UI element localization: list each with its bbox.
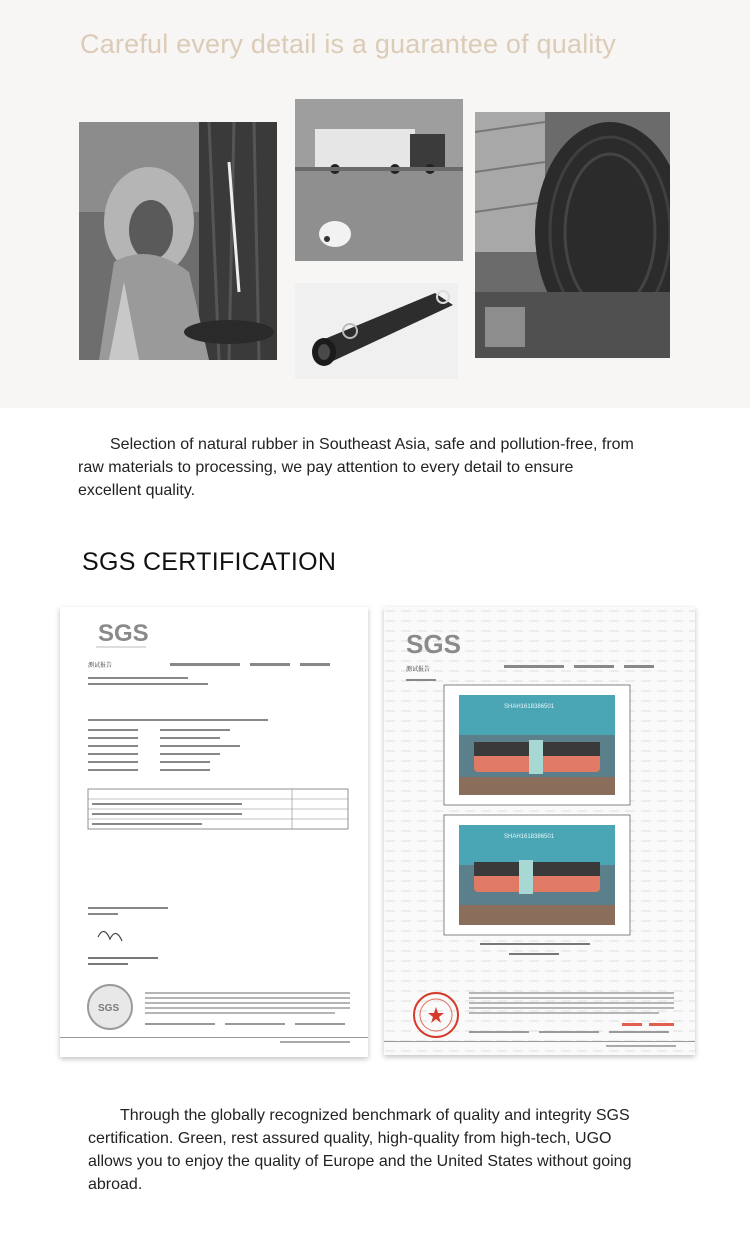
- sgs-logo-1: SGS: [98, 620, 149, 647]
- intro-paragraph: Selection of natural rubber in Southeast Asia, safe and pollution-free, from raw materials to processing, we pay attention to every detail to ensure excellent quality.: [78, 436, 634, 499]
- truck-photo: [295, 99, 463, 261]
- sgs-report-document-2: [384, 607, 695, 1055]
- sgs-report-document-1: [60, 607, 368, 1057]
- sgs-logo-2: SGS: [406, 629, 461, 659]
- report-heading-2: 测试报告: [406, 666, 431, 673]
- closing-paragraph: Through the globally recognized benchmark of quality and integrity SGS certification. Green, rest assured quality, high-quality from high-tech, UGO allows you to enjoy the quality of Europe and the United States without going abroad.: [88, 1107, 632, 1193]
- hero-section: [0, 0, 750, 408]
- foam-roller-product-photo: [295, 283, 458, 379]
- hero-headline: Careful every detail is a guarantee of quality: [80, 29, 617, 59]
- report-heading-1: 测试报告: [88, 662, 113, 669]
- sample-photo-label-1: SHAH1618386501: [504, 704, 555, 710]
- rubber-belt-machinery-photo: [475, 112, 670, 358]
- rubber-tapper-photo: [79, 122, 277, 360]
- sample-photo-label-2: SHAH1618386501: [504, 834, 555, 840]
- certification-title: SGS CERTIFICATION: [82, 548, 337, 576]
- svg-text:SGS: SGS: [98, 1003, 120, 1014]
